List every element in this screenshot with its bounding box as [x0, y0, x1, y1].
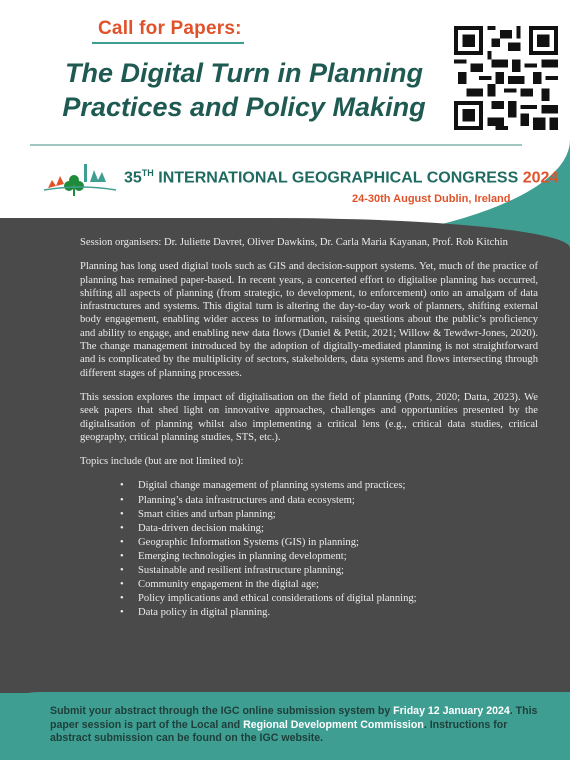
call-underline	[92, 42, 244, 44]
paragraph-scope: This session explores the impact of digitalisation on the field of planning (Potts, 2020; Datta, 2023). We seek papers that shed light on innovative approaches, challenges and opportunities presented by the digitalisation of planning whilst also implementing a critical lens (e.g., critical data studies, critical geography, critical planning studies, STS, etc.).	[80, 391, 538, 443]
list-item: • Community engagement in the digital age;	[120, 578, 538, 591]
list-item: • Geographic Information Systems (GIS) in planning;	[120, 536, 538, 549]
call-for-papers-label: Call for Papers:	[98, 18, 242, 39]
title-line-2: Practices and Policy Making	[62, 92, 426, 122]
congress-year: 2024	[522, 169, 559, 187]
qr-code-icon[interactable]	[454, 26, 558, 130]
list-item: • Data-driven decision making;	[120, 522, 538, 535]
footer-text-2: . This paper session is part of the Local and	[50, 705, 538, 731]
commission-name: Regional Development Commission	[243, 718, 424, 731]
page-title	[44, 56, 444, 124]
list-item: • Planning’s data infrastructures and data ecosystem;	[120, 494, 538, 507]
list-item: • Sustainable and resilient infrastructure planning;	[120, 564, 538, 577]
title-line-1: The Digital Turn in Planning	[64, 58, 423, 88]
congress-name: INTERNATIONAL GEOGRAPHICAL CONGRESS	[153, 169, 523, 187]
congress-dates: 24-30th August Dublin, Ireland	[352, 193, 511, 205]
footer-text-3: . Instructions for abstract submission can be found on the IGC website.	[50, 718, 508, 745]
topics-intro: Topics include (but are not limited to):	[80, 456, 244, 468]
congress-heading	[124, 168, 558, 187]
list-item: • Emerging technologies in planning development;	[120, 550, 538, 563]
footer-text-1: Submit your abstract through the IGC online submission system by	[50, 705, 394, 717]
list-item: • Data policy in digital planning.	[120, 606, 538, 619]
congress-logo-icon	[40, 150, 120, 200]
list-item: • Smart cities and urban planning;	[120, 508, 538, 521]
congress-ordinal-suffix: TH	[141, 168, 154, 178]
submission-instructions	[50, 705, 540, 746]
list-item: • Digital change management of planning systems and practices;	[120, 479, 538, 492]
deadline-date: Friday 12 January 2024	[393, 705, 510, 717]
paragraph-intro: Planning has long used digital tools such as GIS and decision-support systems. Yet, much of the practice of planning has remained paper-based. In recent years, a concerted effort to digitalise planning has occurred, shifting all aspects of planning (from strategic, to development, to enforcement) onto an amalgam of data infrastructures and systems. This digital turn is altering the day-to-day work of planners, shifting external body engagement, enabling wider access to information, raising questions about the public’s proficiency and ability to engage, and enabling new data flows (Daniel & Pettit, 2021; Willow & Tewdwr-Jones, 2020). The change management introduced by the adoption of digitally-mediated planning is not straightforward and is complicated by the multiplicity of sectors, stakeholders, data systems and flows intersecting through different stages of planning processes.	[80, 261, 538, 379]
list-item: • Policy implications and ethical considerations of digital planning;	[120, 592, 538, 605]
content-body	[80, 236, 538, 620]
session-organisers: Session organisers: Dr. Juliette Davret, Oliver Dawkins, Dr. Carla Maria Kayanan, Prof. Rob Kitchin	[80, 237, 508, 248]
title-divider	[30, 144, 522, 146]
topics-list	[120, 479, 538, 619]
congress-ordinal: 35	[124, 169, 142, 187]
